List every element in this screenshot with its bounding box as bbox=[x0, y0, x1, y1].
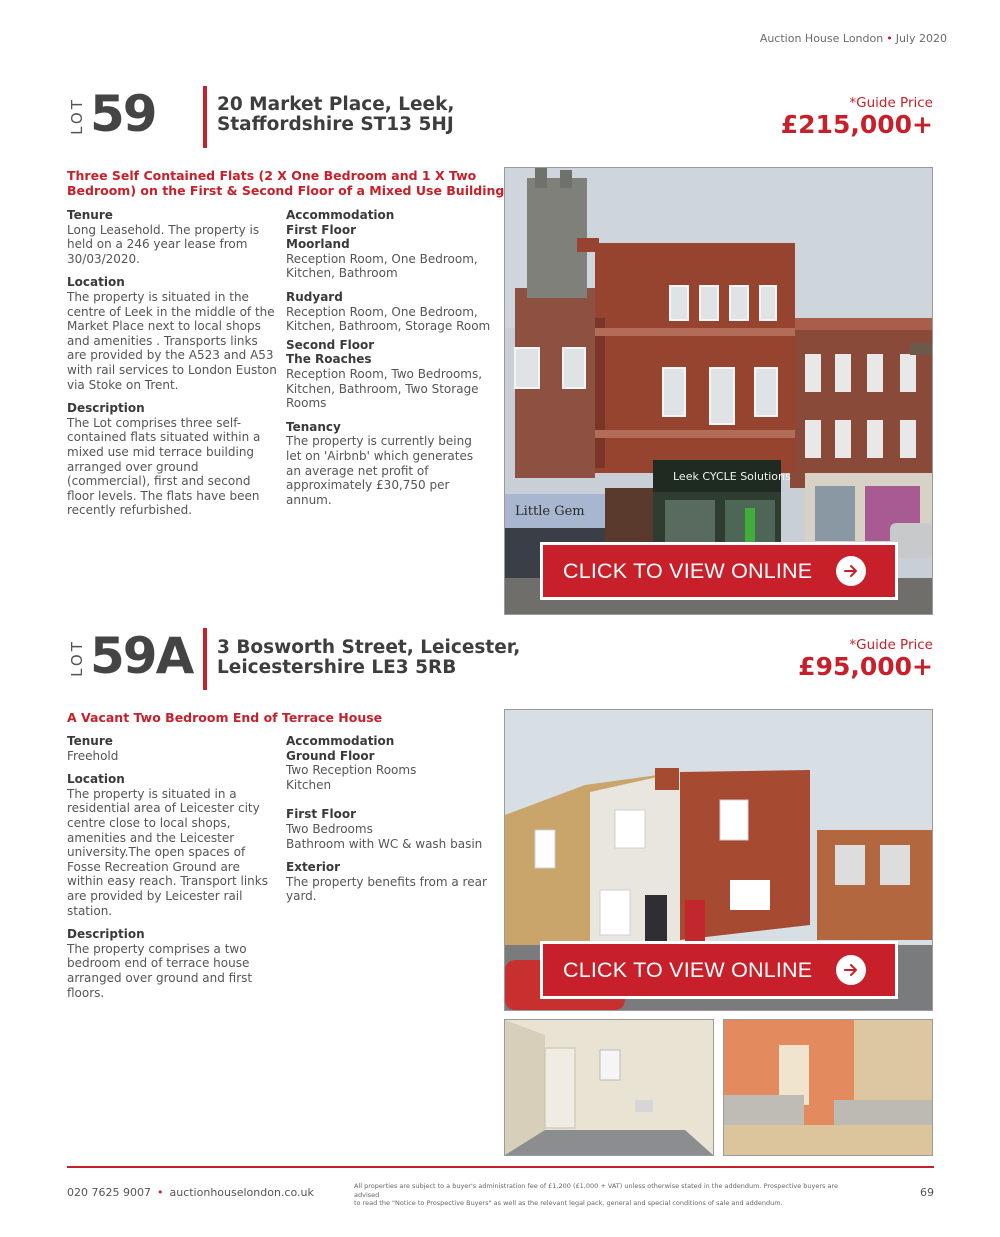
guide-price: £215,000+ bbox=[780, 110, 933, 139]
description-heading: Description bbox=[67, 401, 145, 416]
flat-moorland-text: Reception Room, One Bedroom, Kitchen, Bathroom bbox=[286, 251, 478, 281]
header-meta bbox=[760, 32, 947, 45]
exterior-text: The property benefits from a rear yard. bbox=[286, 874, 487, 904]
lot-number-block-59a bbox=[68, 627, 193, 685]
description-heading: Description bbox=[67, 927, 145, 942]
tenure-heading: Tenure bbox=[67, 734, 113, 748]
footer-phone[interactable]: 020 7625 9007 bbox=[67, 1186, 151, 1199]
shop-sign-little-gem: Little Gem bbox=[515, 504, 585, 519]
location-text: The property is situated in the centre of Leek in the middle of the Market Place next to local shops and amenities . Transports links are provided by the A523 and A53 with rail services to London Euston via Stoke on Trent. bbox=[67, 289, 277, 392]
lot-address bbox=[217, 638, 520, 678]
publisher-name: Auction House London bbox=[759, 32, 884, 45]
separator-dot: • bbox=[156, 1186, 164, 1199]
publication-date: July 2020 bbox=[895, 32, 947, 45]
address-line-1: 20 Market Place, Leek, bbox=[217, 94, 455, 115]
address-line-1: 3 Bosworth Street, Leicester, bbox=[217, 637, 521, 658]
guide-price-block bbox=[781, 95, 933, 139]
lot-details-left bbox=[67, 208, 279, 527]
lot-number: 59A bbox=[90, 627, 193, 685]
tenure-text: Freehold bbox=[67, 748, 119, 763]
lot-address bbox=[217, 95, 454, 135]
first-floor-rooms: Two Bedrooms bbox=[286, 821, 373, 836]
view-online-button[interactable] bbox=[540, 542, 898, 600]
arrow-right-icon bbox=[836, 955, 866, 985]
address-line-2: Leicestershire LE3 5RB bbox=[217, 657, 457, 678]
disclaimer-line-1: All properties are subject to a buyer's administration fee of £1,200 (£1,000 + VAT) unless otherwise stated in the addendum. Prospective buyers are advised bbox=[354, 1182, 838, 1199]
shop-sign-cycle: Leek CYCLE Solutions bbox=[673, 470, 791, 483]
address-line-2: Staffordshire ST13 5HJ bbox=[217, 114, 454, 135]
interior-photo-image bbox=[724, 1020, 932, 1155]
first-floor-heading: First Floor bbox=[286, 807, 357, 822]
flat-name-rudyard: Rudyard bbox=[286, 289, 343, 304]
view-online-button[interactable] bbox=[540, 941, 898, 999]
first-floor-heading: First Floor bbox=[286, 222, 357, 237]
ground-floor-heading: Ground Floor bbox=[286, 748, 375, 763]
lot-subtitle bbox=[67, 168, 504, 198]
footer-divider bbox=[67, 1166, 934, 1168]
location-text: The property is situated in a residential area of Leicester city centre close to local shops, amenities and the Leicester university.The open spaces of Fosse Recreation Ground are within easy reach. Transport links are provided by Leicester rail station. bbox=[67, 786, 268, 918]
subtitle-line-2: Bedroom) on the First & Second Floor of a Mixed Use Building bbox=[67, 183, 505, 198]
description-text: The property comprises a two bedroom end of terrace house arranged over ground and first floors. bbox=[67, 941, 253, 1000]
guide-price-label: *Guide Price bbox=[849, 637, 933, 653]
lot-details-right bbox=[286, 208, 491, 516]
footer-disclaimer bbox=[354, 1182, 854, 1208]
first-floor-bathroom: Bathroom with WC & wash basin bbox=[286, 836, 483, 851]
subtitle-line-1: Three Self Contained Flats (2 X One Bedroom and 1 X Two bbox=[67, 168, 477, 183]
flat-roaches-text: Reception Room, Two Bedrooms, Kitchen, Bathroom, Two Storage Rooms bbox=[286, 366, 483, 411]
separator-dot: • bbox=[886, 32, 893, 45]
location-heading: Location bbox=[67, 772, 125, 787]
guide-price-block bbox=[798, 637, 933, 681]
footer-website[interactable]: auctionhouselondon.co.uk bbox=[169, 1186, 314, 1199]
page-number: 69 bbox=[920, 1186, 934, 1199]
interior-photo-bedroom[interactable] bbox=[504, 1019, 714, 1156]
lot-details-right bbox=[286, 734, 491, 913]
lot-number: 59 bbox=[90, 85, 156, 143]
interior-photo-kitchen[interactable] bbox=[723, 1019, 933, 1156]
interior-photo-image bbox=[505, 1020, 713, 1155]
view-online-label: CLICK TO VIEW ONLINE bbox=[563, 957, 813, 982]
lot-subtitle bbox=[67, 710, 382, 725]
location-heading: Location bbox=[67, 275, 125, 290]
description-text: The Lot comprises three self-contained flats situated within a mixed use mid terrace building arranged over ground (commercial), first and second floor levels. The flats have been recently refurbished. bbox=[67, 415, 261, 518]
ground-floor-kitchen: Kitchen bbox=[286, 777, 332, 792]
footer-contact bbox=[67, 1186, 314, 1199]
guide-price-label: *Guide Price bbox=[849, 95, 933, 111]
accommodation-heading: Accommodation bbox=[286, 208, 395, 222]
lot-divider bbox=[203, 628, 207, 690]
ground-floor-rooms: Two Reception Rooms bbox=[286, 763, 417, 778]
flat-name-roaches: The Roaches bbox=[286, 352, 372, 367]
accommodation-heading: Accommodation bbox=[286, 734, 395, 748]
guide-price: £95,000+ bbox=[798, 652, 933, 681]
lot-divider bbox=[203, 86, 207, 148]
lot-number-block bbox=[68, 85, 156, 143]
arrow-right-icon bbox=[836, 556, 866, 586]
tenancy-text: The property is currently being let on 'Airbnb' which generates an average net profit of approximately £30,750 per annum. bbox=[286, 434, 474, 507]
view-online-label: CLICK TO VIEW ONLINE bbox=[563, 558, 813, 583]
subtitle-line-1: A Vacant Two Bedroom End of Terrace House bbox=[67, 710, 383, 725]
lot-label: LOT bbox=[68, 639, 86, 677]
tenancy-heading: Tenancy bbox=[286, 419, 341, 434]
lot-details-left bbox=[67, 734, 279, 1009]
second-floor-heading: Second Floor bbox=[286, 337, 375, 352]
tenure-heading: Tenure bbox=[67, 208, 113, 222]
lot-label: LOT bbox=[68, 97, 86, 135]
tenure-text: Long Leasehold. The property is held on a 246 year lease from 30/03/2020. bbox=[67, 222, 260, 266]
disclaimer-line-2: to read the "Notice to Prospective Buyers" as well as the relevant legal pack, general and special conditions of sale and addendum. bbox=[354, 1199, 783, 1207]
flat-name-moorland: Moorland bbox=[286, 237, 350, 252]
exterior-heading: Exterior bbox=[286, 860, 341, 875]
flat-rudyard-text: Reception Room, One Bedroom, Kitchen, Bathroom, Storage Room bbox=[286, 304, 491, 334]
